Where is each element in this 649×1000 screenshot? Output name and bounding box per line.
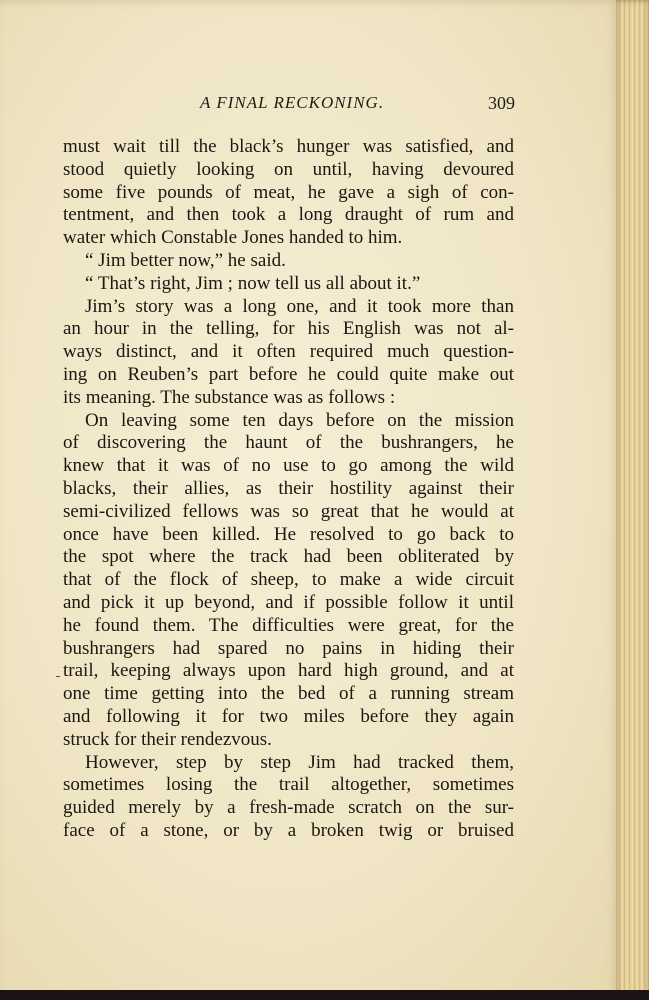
text-line: and pick it up beyond, and if possible follow it until (63, 591, 514, 613)
text-line: water which Constable Jones handed to him. (63, 227, 403, 249)
text-line: an hour in the telling, for his English was not al- (63, 318, 514, 340)
text-line: ways distinct, and it often required much question- (63, 341, 514, 363)
text-line: However, step by step Jim had tracked them, (85, 751, 514, 773)
text-line: must wait till the black’s hunger was satisfied, and (63, 136, 514, 157)
text-line: he found them. The difficulties were great, for the (63, 614, 514, 636)
text-line: trail, keeping always upon hard high ground, and at (63, 660, 514, 682)
text-line: some five pounds of meat, he gave a sigh of con- (63, 181, 514, 203)
text-line: face of a stone, or by a broken twig or bruised (63, 819, 514, 841)
page-edges (616, 0, 649, 1000)
text-line: bushrangers had spared no pains in hiding their (63, 637, 514, 659)
text-line: semi-civilized fellows was so great that he would at (63, 500, 514, 522)
text-line: and following it for two miles before they again (63, 705, 514, 727)
text-line: once have been killed. He resolved to go back to (63, 523, 514, 545)
page-header (60, 93, 515, 119)
text-line: struck for their rendezvous. (63, 728, 272, 750)
text-line: one time getting into the bed of a running stream (63, 683, 514, 705)
page-number: 309 (488, 93, 515, 113)
text-line: “ That’s right, Jim ; now tell us all about it.” (85, 272, 421, 294)
text-line: On leaving some ten days before on the mission (85, 409, 514, 431)
body-text (63, 136, 514, 843)
text-line: blacks, their allies, as their hostility against their (63, 477, 514, 499)
text-line: its meaning. The substance was as follows : (63, 386, 396, 408)
text-line: tentment, and then took a long draught of rum and (63, 204, 514, 226)
text-line: ing on Reuben’s part before he could quite make out (63, 363, 514, 385)
text-line: “ Jim better now,” he said. (85, 249, 286, 271)
running-title: A FINAL RECKONING. (200, 93, 385, 112)
text-line: stood quietly looking on until, having devoured (63, 158, 514, 180)
text-line: the spot where the track had been obliterated by (63, 546, 514, 568)
text-line: that of the flock of sheep, to make a wide circuit (63, 569, 514, 591)
margin-mark (56, 676, 60, 677)
text-line: of discovering the haunt of the bushrangers, he (63, 432, 514, 454)
bottom-strip (0, 990, 649, 1000)
text-line: sometimes losing the trail altogether, sometimes (63, 774, 514, 796)
text-line: Jim’s story was a long one, and it took more than (85, 295, 514, 317)
text-line: guided merely by a fresh-made scratch on the sur- (63, 797, 514, 819)
text-line: knew that it was of no use to go among the wild (63, 455, 514, 477)
